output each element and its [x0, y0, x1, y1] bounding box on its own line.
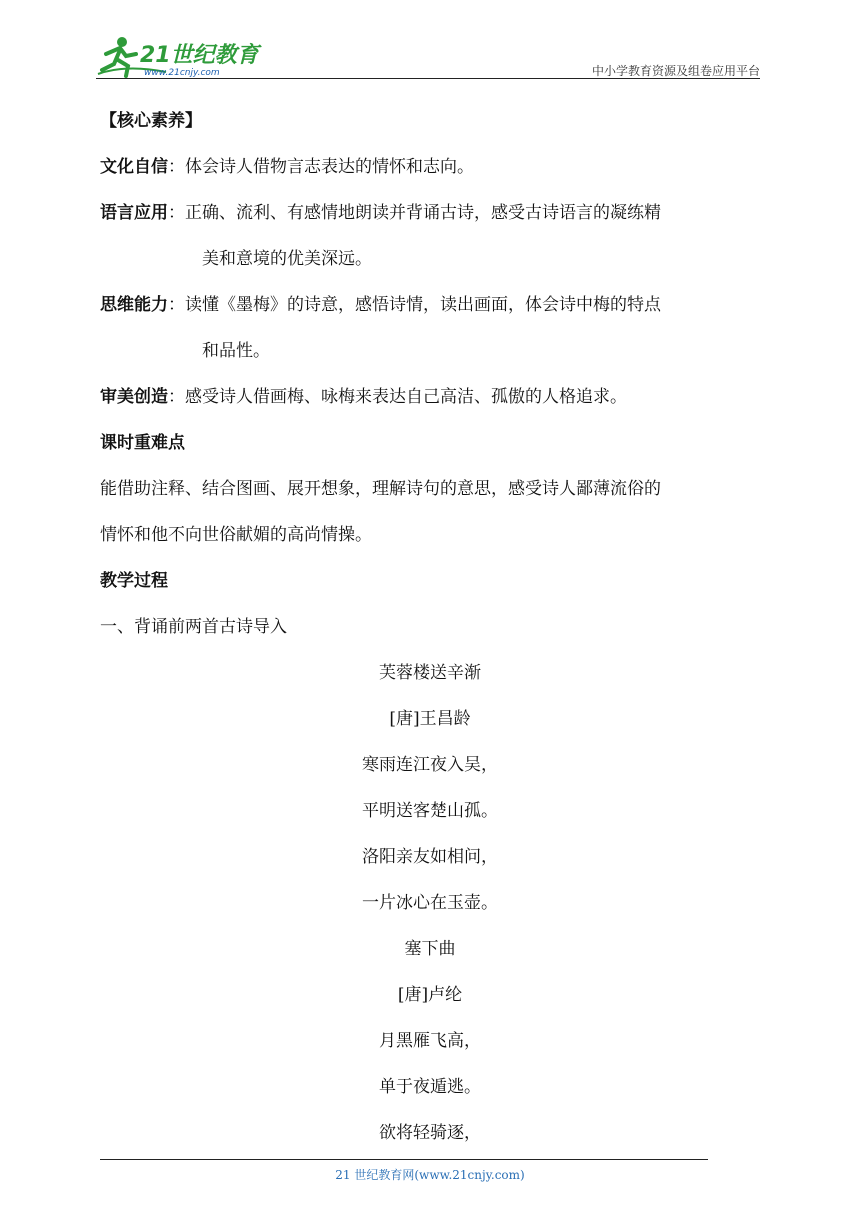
item-thinking-cont: 和品性。 [202, 341, 270, 361]
key-points-heading: 课时重难点 [100, 433, 185, 453]
logo-url: www.21cnjy.com [144, 68, 220, 78]
poem-line: 一片冰心在玉壶。 [362, 893, 498, 913]
item-label: 语言应用 [100, 203, 168, 223]
poem-line: 月黑雁飞高， [379, 1031, 481, 1051]
process-heading: 教学过程 [100, 571, 168, 591]
item-text: 体会诗人借物言志表达的情怀和志向。 [185, 157, 474, 177]
site-logo [96, 34, 276, 78]
item-text: 读懂《墨梅》的诗意，感悟诗情，读出画面，体会诗中梅的特点 [185, 295, 661, 315]
poem-2 [100, 926, 760, 1156]
item-sep: ： [168, 295, 185, 315]
item-sep: ： [168, 387, 185, 407]
poem-line: 寒雨连江夜入吴， [362, 755, 498, 775]
poem-title: 塞下曲 [404, 939, 456, 959]
core-literacy-heading: 【核心素养】 [100, 111, 202, 131]
poem-line: 欲将轻骑逐， [379, 1123, 481, 1143]
header-divider [96, 78, 760, 79]
document-body [100, 98, 760, 1156]
runner-logo-icon [96, 34, 276, 78]
poem-1 [100, 650, 760, 926]
item-label: 文化自信 [100, 157, 168, 177]
item-text: 感受诗人借画梅、咏梅来表达自己高洁、孤傲的人格追求。 [185, 387, 627, 407]
item-sep: ： [168, 157, 185, 177]
key-points-line-2: 情怀和他不向世俗献媚的高尚情操。 [100, 525, 372, 545]
poem-line: 单于夜遁逃。 [379, 1077, 481, 1097]
item-text: 正确、流利、有感情地朗读并背诵古诗，感受古诗语言的凝练精 [185, 203, 661, 223]
item-language-use [100, 190, 760, 236]
poem-title: 芙蓉楼送辛渐 [379, 663, 481, 683]
item-language-use-cont: 美和意境的优美深远。 [202, 249, 372, 269]
item-cultural-confidence [100, 144, 760, 190]
logo-text: 21世纪教育 [140, 43, 259, 68]
poem-author: [唐]王昌龄 [389, 709, 471, 729]
footer-divider [100, 1159, 708, 1160]
step-1-text: 一、背诵前两首古诗导入 [100, 617, 287, 637]
footer-text: 21 世纪教育网(www.21cnjy.com) [335, 1168, 525, 1182]
item-label: 审美创造 [100, 387, 168, 407]
item-thinking [100, 282, 760, 328]
poem-author: [唐]卢纶 [397, 985, 463, 1005]
poem-line: 洛阳亲友如相问， [362, 847, 498, 867]
item-aesthetic [100, 374, 760, 420]
item-label: 思维能力 [100, 295, 168, 315]
item-sep: ： [168, 203, 185, 223]
page-header [96, 34, 760, 78]
header-tagline: 中小学教育资源及组卷应用平台 [591, 64, 760, 78]
poem-line: 平明送客楚山孤。 [362, 801, 498, 821]
key-points-line-1: 能借助注释、结合图画、展开想象，理解诗句的意思，感受诗人鄙薄流俗的 [100, 479, 661, 499]
